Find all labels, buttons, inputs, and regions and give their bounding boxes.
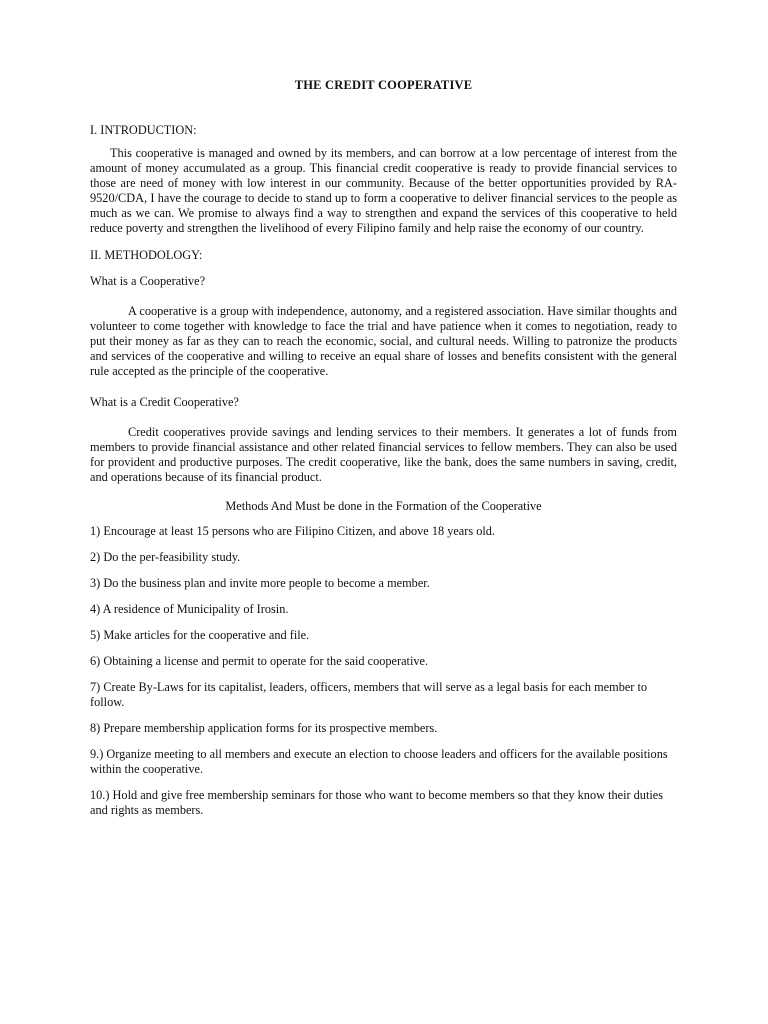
answer-credit-cooperative: Credit cooperatives provide savings and lending services to their members. It generates a lot of funds from members to provide financial assistance and other related financial services to fellow members. They can also be used for provident and productive purposes. The credit cooperative, like the bank, does the same numbers in saving, credit, and operations because of its financial product. — [90, 425, 677, 484]
introduction-paragraph: This cooperative is managed and owned by its members, and can borrow at a low percentage of interest from the amount of money accumulated as a group. This financial credit cooperative is ready to provide financial services to those are need of money with low interest in our community. Because of the better opportunities provided by RA-9520/CDA, I have the courage to decide to stand up to form a cooperative to deliver financial services to the people as much as we can. We promise to always find a way to strengthen and expand the services of this cooperative to held reduce poverty and strengthen the livelihood of every Filipino family and help raise the economy of our country. — [90, 146, 677, 235]
list-item: 1) Encourage at least 15 persons who are Filipino Citizen, and above 18 years old. — [90, 524, 496, 538]
question-credit-cooperative: What is a Credit Cooperative? — [90, 395, 239, 409]
list-item: 8) Prepare membership application forms for its prospective members. — [90, 721, 438, 735]
list-item: 6) Obtaining a license and permit to operate for the said cooperative. — [90, 654, 429, 668]
document-page — [90, 78, 677, 829]
list-item: 10.) Hold and give free membership seminars for those who want to become members so that they know their duties and rights as members. — [90, 788, 664, 817]
question-cooperative: What is a Cooperative? — [90, 274, 206, 288]
formation-steps-list — [90, 524, 677, 818]
list-item: 5) Make articles for the cooperative and file. — [90, 628, 310, 642]
list-item: 7) Create By-Laws for its capitalist, leaders, officers, members that will serve as a legal basis for each member to follow. — [90, 680, 648, 709]
list-item: 2) Do the per-feasibility study. — [90, 550, 241, 564]
answer-cooperative: A cooperative is a group with independence, autonomy, and a registered association. Have similar thoughts and volunteer to come together with knowledge to face the trial and have patience when it comes to negotiation, ready to put their money as far as they can to reach the economic, social, and cultural needs. Willing to patronize the products and services of the cooperative and willing to receive an equal share of losses and benefits consistent with the general rule accepted as the principle of the cooperative. — [90, 304, 677, 378]
document-title: THE CREDIT COOPERATIVE — [294, 78, 473, 92]
list-item: 9.) Organize meeting to all members and execute an election to choose leaders and officers for the available positions within the cooperative. — [90, 747, 668, 776]
list-item: 4) A residence of Municipality of Irosin. — [90, 602, 289, 616]
methods-heading: Methods And Must be done in the Formation of the Cooperative — [225, 499, 542, 513]
list-item: 3) Do the business plan and invite more people to become a member. — [90, 576, 430, 590]
introduction-heading: I. INTRODUCTION: — [90, 123, 197, 137]
methodology-heading: II. METHODOLOGY: — [90, 248, 203, 262]
